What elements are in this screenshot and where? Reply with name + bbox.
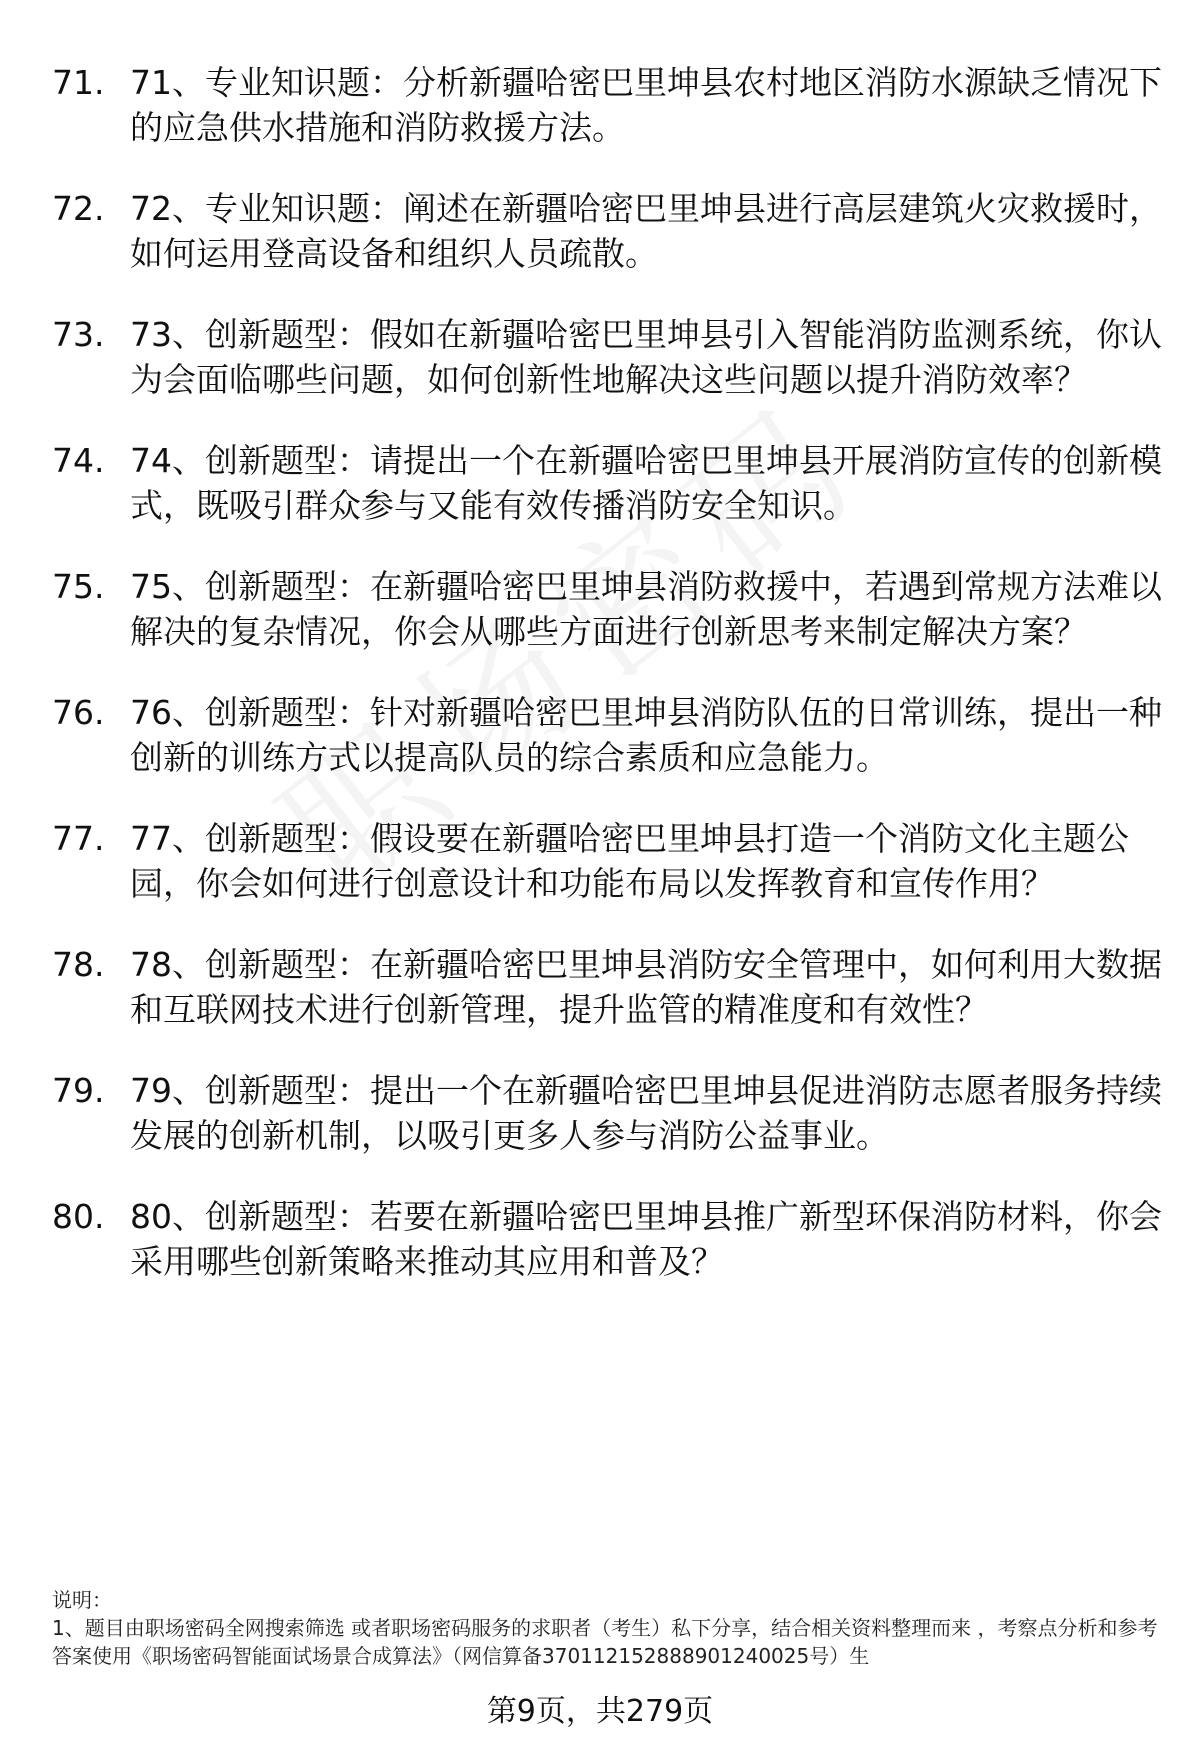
notes-heading: 说明： (52, 1588, 112, 1612)
question-item (52, 312, 1162, 402)
question-text: 75、创新题型：在新疆哈密巴里坤县消防救援中，若遇到常规方法难以解决的复杂情况，你会从哪些方面进行创新思考来制定解决方案？ (130, 567, 1162, 651)
question-number: 72. (52, 189, 105, 228)
question-item (52, 1194, 1162, 1284)
question-text: 71、专业知识题：分析新疆哈密巴里坤县农村地区消防水源缺乏情况下的应急供水措施和消防救援方法。 (130, 63, 1162, 147)
question-number: 79. (52, 1071, 105, 1110)
question-number: 77. (52, 819, 105, 858)
question-number: 71. (52, 63, 105, 102)
notes-line: 1、题目由职场密码全网搜索筛选 或者职场密码服务的求职者（考生）私下分享，结合相关资料整理而来 ，考察点分析和参考答案使用《职场密码智能面试场景合成算法》（网信算备370112152888901240025号）生 (52, 1616, 1158, 1668)
question-text: 80、创新题型：若要在新疆哈密巴里坤县推广新型环保消防材料，你会采用哪些创新策略来推动其应用和普及？ (130, 1197, 1162, 1281)
question-number: 73. (52, 315, 105, 354)
question-text: 72、专业知识题：阐述在新疆哈密巴里坤县进行高层建筑火灾救援时，如何运用登高设备和组织人员疏散。 (130, 189, 1162, 273)
question-number: 74. (52, 441, 105, 480)
question-number: 75. (52, 567, 105, 606)
question-text: 76、创新题型：针对新疆哈密巴里坤县消防队伍的日常训练，提出一种创新的训练方式以提高队员的综合素质和应急能力。 (130, 693, 1162, 777)
question-item (52, 564, 1162, 654)
question-item (52, 942, 1162, 1032)
question-number: 80. (52, 1197, 105, 1236)
question-number: 78. (52, 945, 105, 984)
question-text: 73、创新题型：假如在新疆哈密巴里坤县引入智能消防监测系统，你认为会面临哪些问题，如何创新性地解决这些问题以提升消防效率？ (130, 315, 1162, 399)
question-item (52, 690, 1162, 780)
question-item (52, 60, 1162, 150)
question-text: 79、创新题型：提出一个在新疆哈密巴里坤县促进消防志愿者服务持续发展的创新机制，以吸引更多人参与消防公益事业。 (130, 1071, 1162, 1155)
question-text: 77、创新题型：假设要在新疆哈密巴里坤县打造一个消防文化主题公园，你会如何进行创意设计和功能布局以发挥教育和宣传作用？ (130, 819, 1129, 903)
question-item (52, 816, 1162, 906)
question-number: 76. (52, 693, 105, 732)
question-item (52, 186, 1162, 276)
question-list (52, 60, 1162, 1320)
question-item (52, 1068, 1162, 1158)
notes-section (52, 1586, 1162, 1670)
page-number: 第9页，共279页 (486, 1694, 714, 1729)
question-item (52, 438, 1162, 528)
question-text: 78、创新题型：在新疆哈密巴里坤县消防安全管理中，如何利用大数据和互联网技术进行创新管理，提升监管的精准度和有效性？ (130, 945, 1162, 1029)
question-text: 74、创新题型：请提出一个在新疆哈密巴里坤县开展消防宣传的创新模式，既吸引群众参与又能有效传播消防安全知识。 (130, 441, 1162, 525)
